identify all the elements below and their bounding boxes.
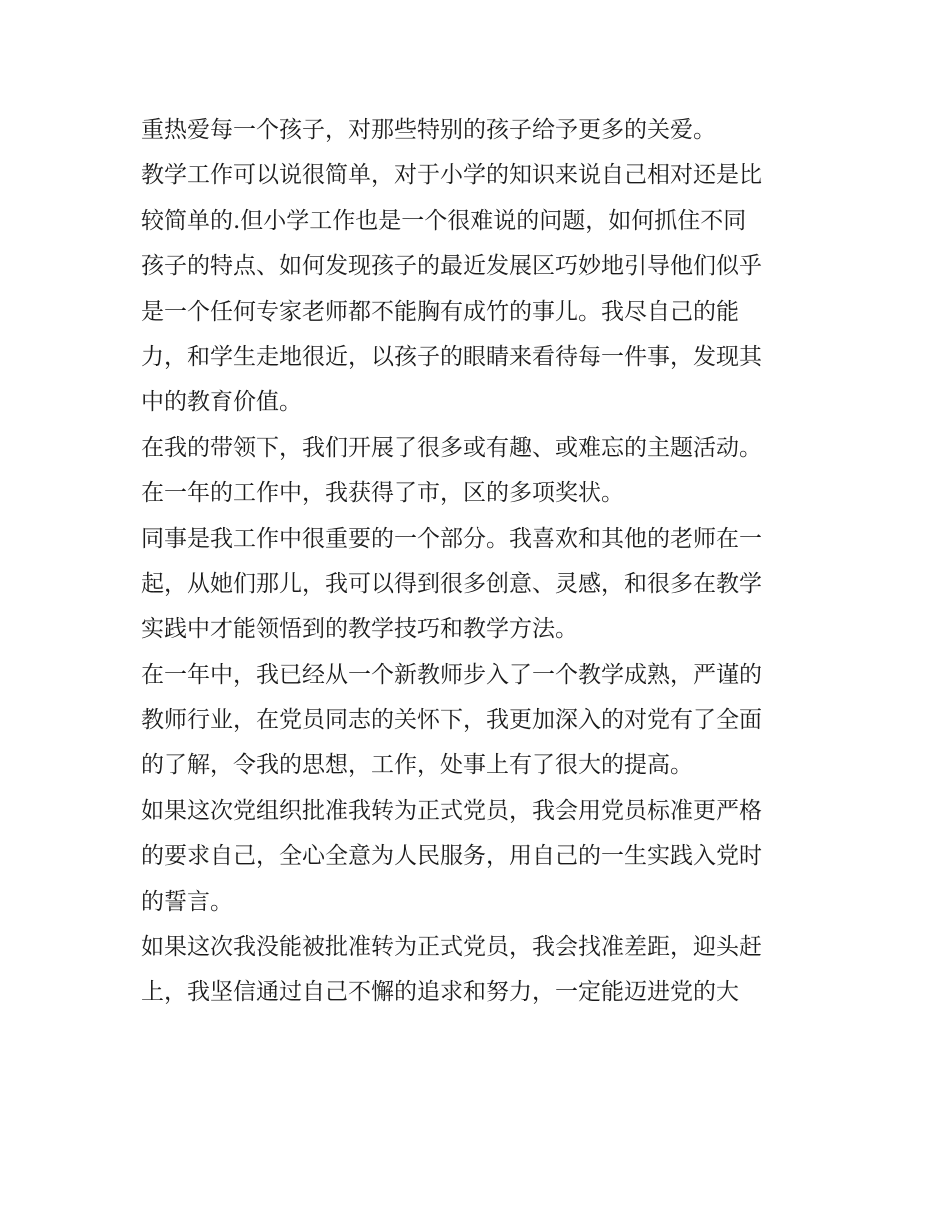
text-line: 在我的带领下，我们开展了很多或有趣、或难忘的主题活动。	[141, 434, 762, 461]
text-line: 的了解，令我的思想，工作，处事上有了很大的提高。	[141, 752, 693, 779]
text-line: 起，从她们那儿，我可以得到很多创意、灵感，和很多在教学	[141, 570, 762, 597]
text-line: 中的教育价值。	[141, 389, 302, 416]
text-line: 如果这次我没能被批准转为正式党员，我会找准差距，迎头赶	[141, 934, 762, 961]
text-line: 的誓言。	[141, 888, 233, 915]
text-line: 同事是我工作中很重要的一个部分。我喜欢和其他的老师在一	[141, 525, 762, 552]
text-line: 力，和学生走地很近，以孩子的眼睛来看待每一件事，发现其	[141, 343, 762, 370]
body-text	[141, 108, 813, 1016]
text-line: 孩子的特点、如何发现孩子的最近发展区巧妙地引导他们似乎	[141, 253, 762, 280]
text-line: 重热爱每一个孩子，对那些特别的孩子给予更多的关爱。	[141, 117, 716, 143]
text-line: 的要求自己，全心全意为人民服务，用自己的一生实践入党时	[141, 843, 762, 870]
text-line: 实践中才能领悟到的教学技巧和教学方法。	[141, 616, 578, 643]
text-line: 上，我坚信通过自己不懈的追求和努力，一定能迈进党的大	[141, 979, 739, 1006]
text-line: 教师行业，在党员同志的关怀下，我更加深入的对党有了全面	[141, 707, 762, 734]
text-line: 较简单的.但小学工作也是一个很难说的问题，如何抓住不同	[141, 207, 747, 234]
text-line: 教学工作可以说很简单，对于小学的知识来说自己相对还是比	[141, 162, 762, 189]
text-line: 是一个任何专家老师都不能胸有成竹的事儿。我尽自己的能	[141, 298, 739, 325]
text-line: 在一年中，我已经从一个新教师步入了一个教学成熟，严谨的	[141, 661, 762, 688]
text-line: 如果这次党组织批准我转为正式党员，我会用党员标准更严格	[141, 797, 762, 824]
text-line: 在一年的工作中，我获得了市，区的多项奖状。	[141, 480, 624, 507]
